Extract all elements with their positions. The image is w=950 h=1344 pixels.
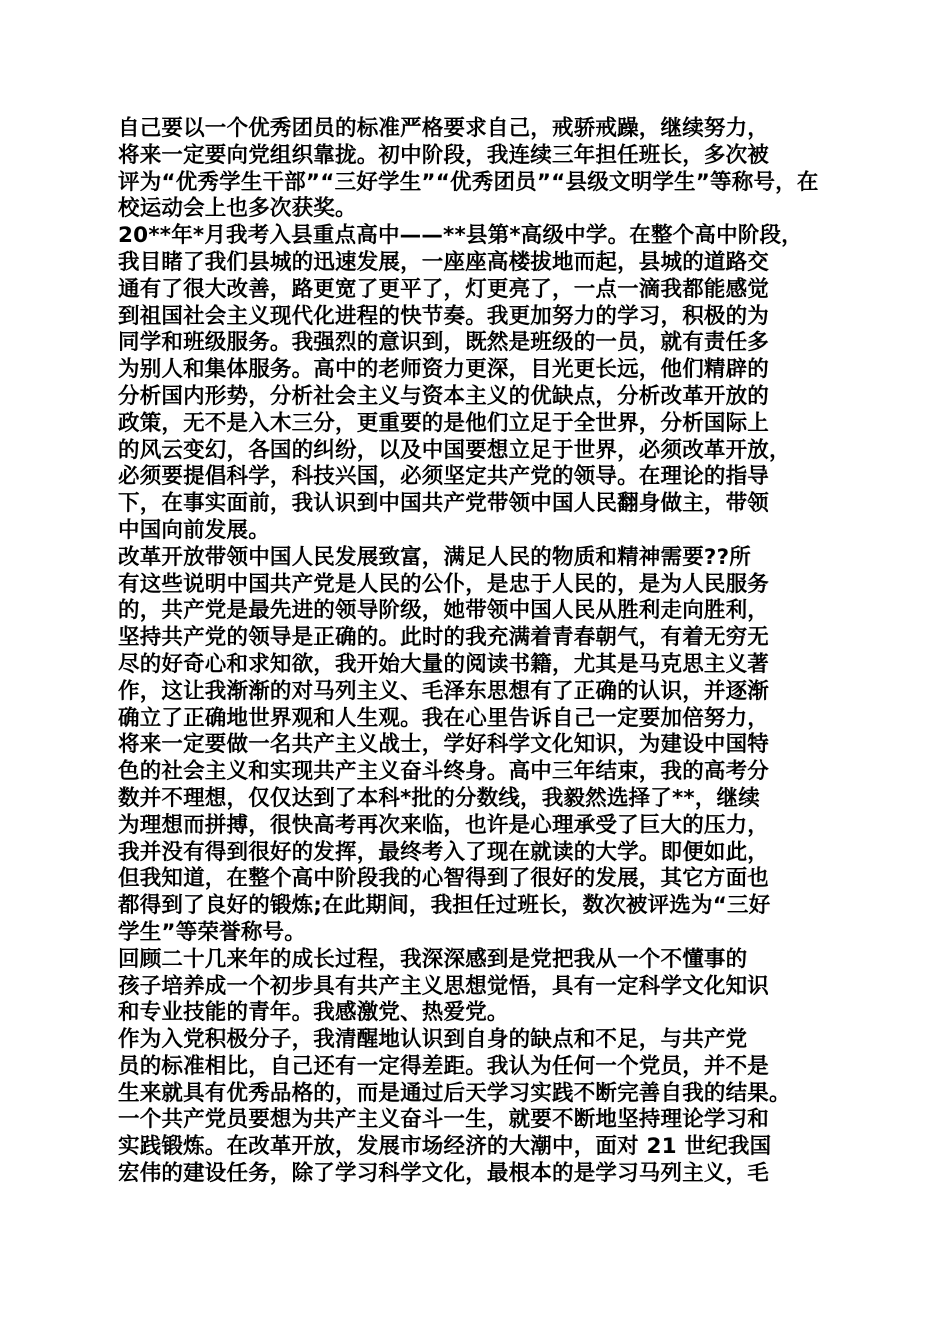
text-line: 我并没有得到很好的发挥，最终考入了现在就读的大学。即便如此，: [118, 839, 770, 865]
text-line: 中国向前发展。: [118, 517, 270, 543]
text-line: 和专业技能的青年。我感激党、热爱党。: [118, 1000, 509, 1026]
text-line: 政策，无不是入木三分，更重要的是他们立足于全世界，分析国际上: [118, 410, 770, 436]
text-line: 回顾二十几来年的成长过程，我深深感到是党把我从一个不懂事的: [118, 946, 748, 972]
text-line: 作，这让我渐渐的对马列主义、毛泽东思想有了正确的认识，并逐渐: [118, 678, 770, 704]
text-line: 校运动会上也多次获奖。: [118, 196, 357, 222]
text-line: 员的标准相比，自己还有一定得差距。我认为任何一个党员，并不是: [118, 1053, 770, 1079]
text-line: 评为“优秀学生干部”“三好学生”“优秀团员”“县级文明学生”等称号，在: [118, 169, 819, 195]
text-line: 20**年*月我考入县重点高中——**县第*高级中学。在整个高中阶段，: [118, 223, 803, 249]
text-line: 一个共产党员要想为共产主义奋斗一生，就要不断地坚持理论学习和: [118, 1107, 770, 1133]
text-line: 都得到了良好的锻炼;在此期间，我担任过班长，数次被评选为“三好: [118, 893, 771, 919]
text-line: 宏伟的建设任务，除了学习科学文化，最根本的是学习马列主义，毛: [118, 1161, 770, 1187]
text-line: 为理想而拼搏，很快高考再次来临，也许是心理承受了巨大的压力，: [118, 812, 770, 838]
text-line: 实践锻炼。在改革开放，发展市场经济的大潮中，面对 21 世纪我国: [118, 1134, 772, 1160]
text-line: 同学和班级服务。我强烈的意识到，既然是班级的一员，就有责任多: [118, 330, 770, 356]
text-line: 必须要提倡科学，科技兴国，必须坚定共产党的领导。在理论的指导: [118, 464, 770, 490]
text-line: 学生”等荣誉称号。: [118, 919, 306, 945]
text-line: 通有了很大改善，路更宽了更平了，灯更亮了，一点一滴我都能感觉: [118, 276, 770, 302]
text-line: 数并不理想，仅仅达到了本科*批的分数线，我毅然选择了**，继续: [118, 785, 760, 811]
text-line: 确立了正确地世界观和人生观。我在心里告诉自己一定要加倍努力，: [118, 705, 770, 731]
text-line: 下，在事实面前，我认识到中国共产党带领中国人民翻身做主，带领: [118, 491, 770, 517]
text-line: 尽的好奇心和求知欲，我开始大量的阅读书籍，尤其是马克思主义著: [118, 651, 770, 677]
text-line: 将来一定要向党组织靠拢。初中阶段，我连续三年担任班长，多次被: [118, 142, 770, 168]
text-line: 将来一定要做一名共产主义战士，学好科学文化知识，为建设中国特: [118, 732, 770, 758]
text-line: 的风云变幻，各国的纠纷，以及中国要想立足于世界，必须改革开放，: [118, 437, 791, 463]
text-line: 到祖国社会主义现代化进程的快节奏。我更加努力的学习，积极的为: [118, 303, 770, 329]
text-line: 但我知道，在整个高中阶段我的心智得到了很好的发展，其它方面也: [118, 866, 770, 892]
text-line: 自己要以一个优秀团员的标准严格要求自己，戒骄戒躁，继续努力，: [118, 116, 770, 141]
text-line: 孩子培养成一个初步具有共产主义思想觉悟，具有一定科学文化知识: [118, 973, 770, 999]
body-text: [118, 116, 848, 1188]
text-line: 我目睹了我们县城的迅速发展，一座座高楼拔地而起，县城的道路交: [118, 249, 770, 275]
text-line: 的，共产党是最先进的领导阶级，她带领中国人民从胜利走向胜利，: [118, 598, 770, 624]
text-line: 坚持共产党的领导是正确的。此时的我充满着青春朝气，有着无穷无: [118, 625, 770, 651]
text-line: 分析国内形势，分析社会主义与资本主义的优缺点，分析改革开放的: [118, 383, 770, 409]
text-line: 有这些说明中国共产党是人民的公仆，是忠于人民的，是为人民服务: [118, 571, 770, 597]
text-line: 改革开放带领中国人民发展致富，满足人民的物质和精神需要??所: [118, 544, 751, 570]
text-line: 生来就具有优秀品格的，而是通过后天学习实践不断完善自我的结果。: [118, 1080, 791, 1106]
text-line: 为别人和集体服务。高中的老师资力更深，目光更长远，他们精辟的: [118, 357, 770, 383]
text-line: 色的社会主义和实现共产主义奋斗终身。高中三年结束，我的高考分: [118, 759, 770, 785]
text-line: 作为入党积极分子，我清醒地认识到自身的缺点和不足，与共产党: [118, 1027, 748, 1053]
